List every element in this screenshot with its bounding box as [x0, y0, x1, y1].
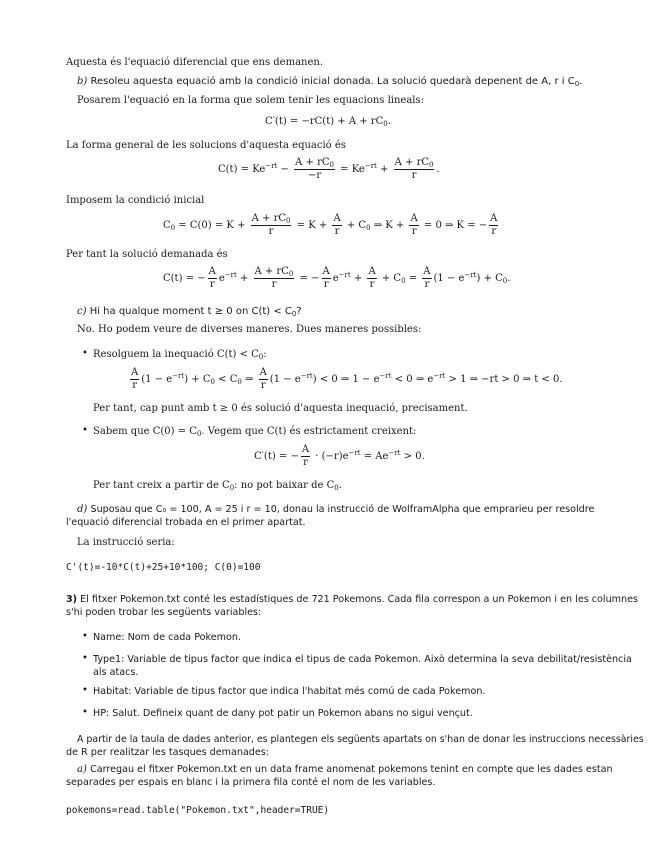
item-a [77, 763, 613, 776]
item-d-label: d) [77, 504, 88, 515]
item-a-text-line1: Carregau el fitxer Pokemon.txt en un data frame anomenat pokemons tenint en compte que les dades estan [90, 764, 613, 775]
equation-initial-condition: $C_0 = C(0) = K$ + $\frac{A + rC_0}{r}$ = K + $\frac{A}{r}$ + $C_0$ ⇒ K + $\frac{A}{r}$ = 0 ⇒ K = − $\frac{A}{r}$ [163, 213, 498, 237]
paragraph-no-solution: Per tant, cap punt amb t ≥ 0 és solució d'aquesta inequació, precisament. [93, 403, 468, 414]
item-b-text: Resoleu aquesta equació amb la condició inicial donada. La solució quedarà depenent de A, r i $C_0$. [90, 76, 583, 88]
bullet-dot: • [82, 631, 88, 642]
bullet-dot: • [82, 707, 88, 718]
bullet-dot: • [82, 425, 88, 436]
paragraph-two-ways: No. Ho podem veure de diverses maneres. Dues maneres possibles: [77, 324, 422, 335]
item-c [77, 305, 302, 318]
bullet-inequality: Resolguem la inequació $C(t) < C_0$: [93, 349, 267, 361]
list-item: HP: Salut. Defineix quant de dany pot patir un Pokemon abans no sigui vençut. [93, 708, 473, 719]
code-wolfram: C'(t)=-10*C(t)+25+10*100; C(0)=100 [66, 562, 261, 573]
item-d [77, 503, 594, 516]
question-3-line2: s'hi poden trobar les següents variables: [66, 607, 262, 618]
paragraph-tasks-line2: de R per realitzar les tasques demanades: [66, 747, 270, 758]
bullet-dot: • [82, 348, 88, 359]
item-b-label: b) [77, 76, 88, 87]
paragraph-tasks-line1: A partir de la taula de dades anterior, es plantegen els següents apartats on s'han de donar les instruccions necessàries [77, 734, 644, 745]
item-a-label: a) [77, 764, 87, 775]
item-c-text: Hi ha qualque moment t ≥ 0 on $C(t) < C_0$? [89, 306, 302, 318]
equation-general-solution: $C(t) = Ke^{-rt}$ − $\frac{A + rC_0}{-r}$ = $Ke^{-rt}$ + $\frac{A + rC_0}{r}$ . [218, 157, 440, 181]
paragraph-linear-form: Posarem l'equació en la forma que solem tenir les equacions lineals: [77, 95, 425, 106]
bullet-dot: • [82, 653, 88, 664]
paragraph-general-form: La forma general de les solucions d'aquesta equació és [66, 140, 346, 151]
item-d-text-line2: l'equació diferencial trobada en el primer apartat. [66, 517, 306, 528]
paragraph-solution: Per tant la solució demanada és [66, 249, 228, 260]
item-c-label: c) [77, 306, 87, 317]
equation-linear: $C'(t) = -rC(t) + A + rC_0$. [265, 116, 391, 128]
list-item: Type1: Variable de tipus factor que indica el tipus de cada Pokemon. Això determina la seva debilitat/resistència [93, 654, 632, 665]
code-read-table: pokemons=read.table("Pokemon.txt",header=TRUE) [66, 805, 330, 816]
question-3-line1: 3) El fitxer Pokemon.txt conté les estadístiques de 721 Pokemons. Cada fila correspon a un Pokemon i en les columnes [66, 594, 638, 605]
bullet-increasing: Sabem que $C(0) = C_0$. Vegem que C(t) és estrictament creixent: [93, 426, 417, 438]
paragraph-grows: Per tant creix a partir de $C_0$: no pot baixar de $C_0$. [93, 480, 342, 492]
list-item: Name: Nom de cada Pokemon. [93, 632, 242, 643]
paragraph-intro: Aquesta és l'equació diferencial que ens demanen. [66, 57, 324, 68]
list-item: Habitat: Variable de tipus factor que indica l'habitat més comú de cada Pokemon. [93, 686, 486, 697]
equation-solution: C(t) = − $\frac{A}{r}$ $e^{-rt}$ + $\frac{A + rC_0}{r}$ = − $\frac{A}{r}$ $e^{-rt}$ + $\frac{A}{r}$ + $C_0$ = $\frac{A}{r}$ $(1 - e^{-rt}) + C_0$. [163, 266, 511, 290]
item-b [77, 75, 582, 88]
bullet-dot: • [82, 685, 88, 696]
item-d-text-line1: Suposau que C₀ = 100, A = 25 i r = 10, donau la instrucció de WolframAlpha que emprarieu per resoldre [90, 504, 595, 515]
equation-derivative: C′(t) = − $\frac{A}{r}$ · $(-r)e^{-rt} = Ae^{-rt} > 0$. [254, 444, 425, 468]
equation-inequality: $\frac{A}{r}$ $(1 - e^{-rt}) + C_0 < C_0$ ⇒ $\frac{A}{r}$ $(1 - e^{-rt}) < 0$ ⇒ $1 - e^{-rt} < 0$ ⇒ $e^{-rt} > 1$ ⇒ −rt > 0 ⇒ t < 0. [131, 367, 563, 391]
list-item-continuation: als atacs. [93, 667, 139, 678]
question-3-number: 3) [66, 594, 78, 605]
paragraph-instruction: La instrucció seria: [77, 537, 175, 548]
paragraph-initial-condition: Imposem la condició inicial [66, 195, 205, 206]
item-a-text-line2: separades per espais en blanc i la primera fila conté el nom de les variables. [66, 777, 436, 788]
